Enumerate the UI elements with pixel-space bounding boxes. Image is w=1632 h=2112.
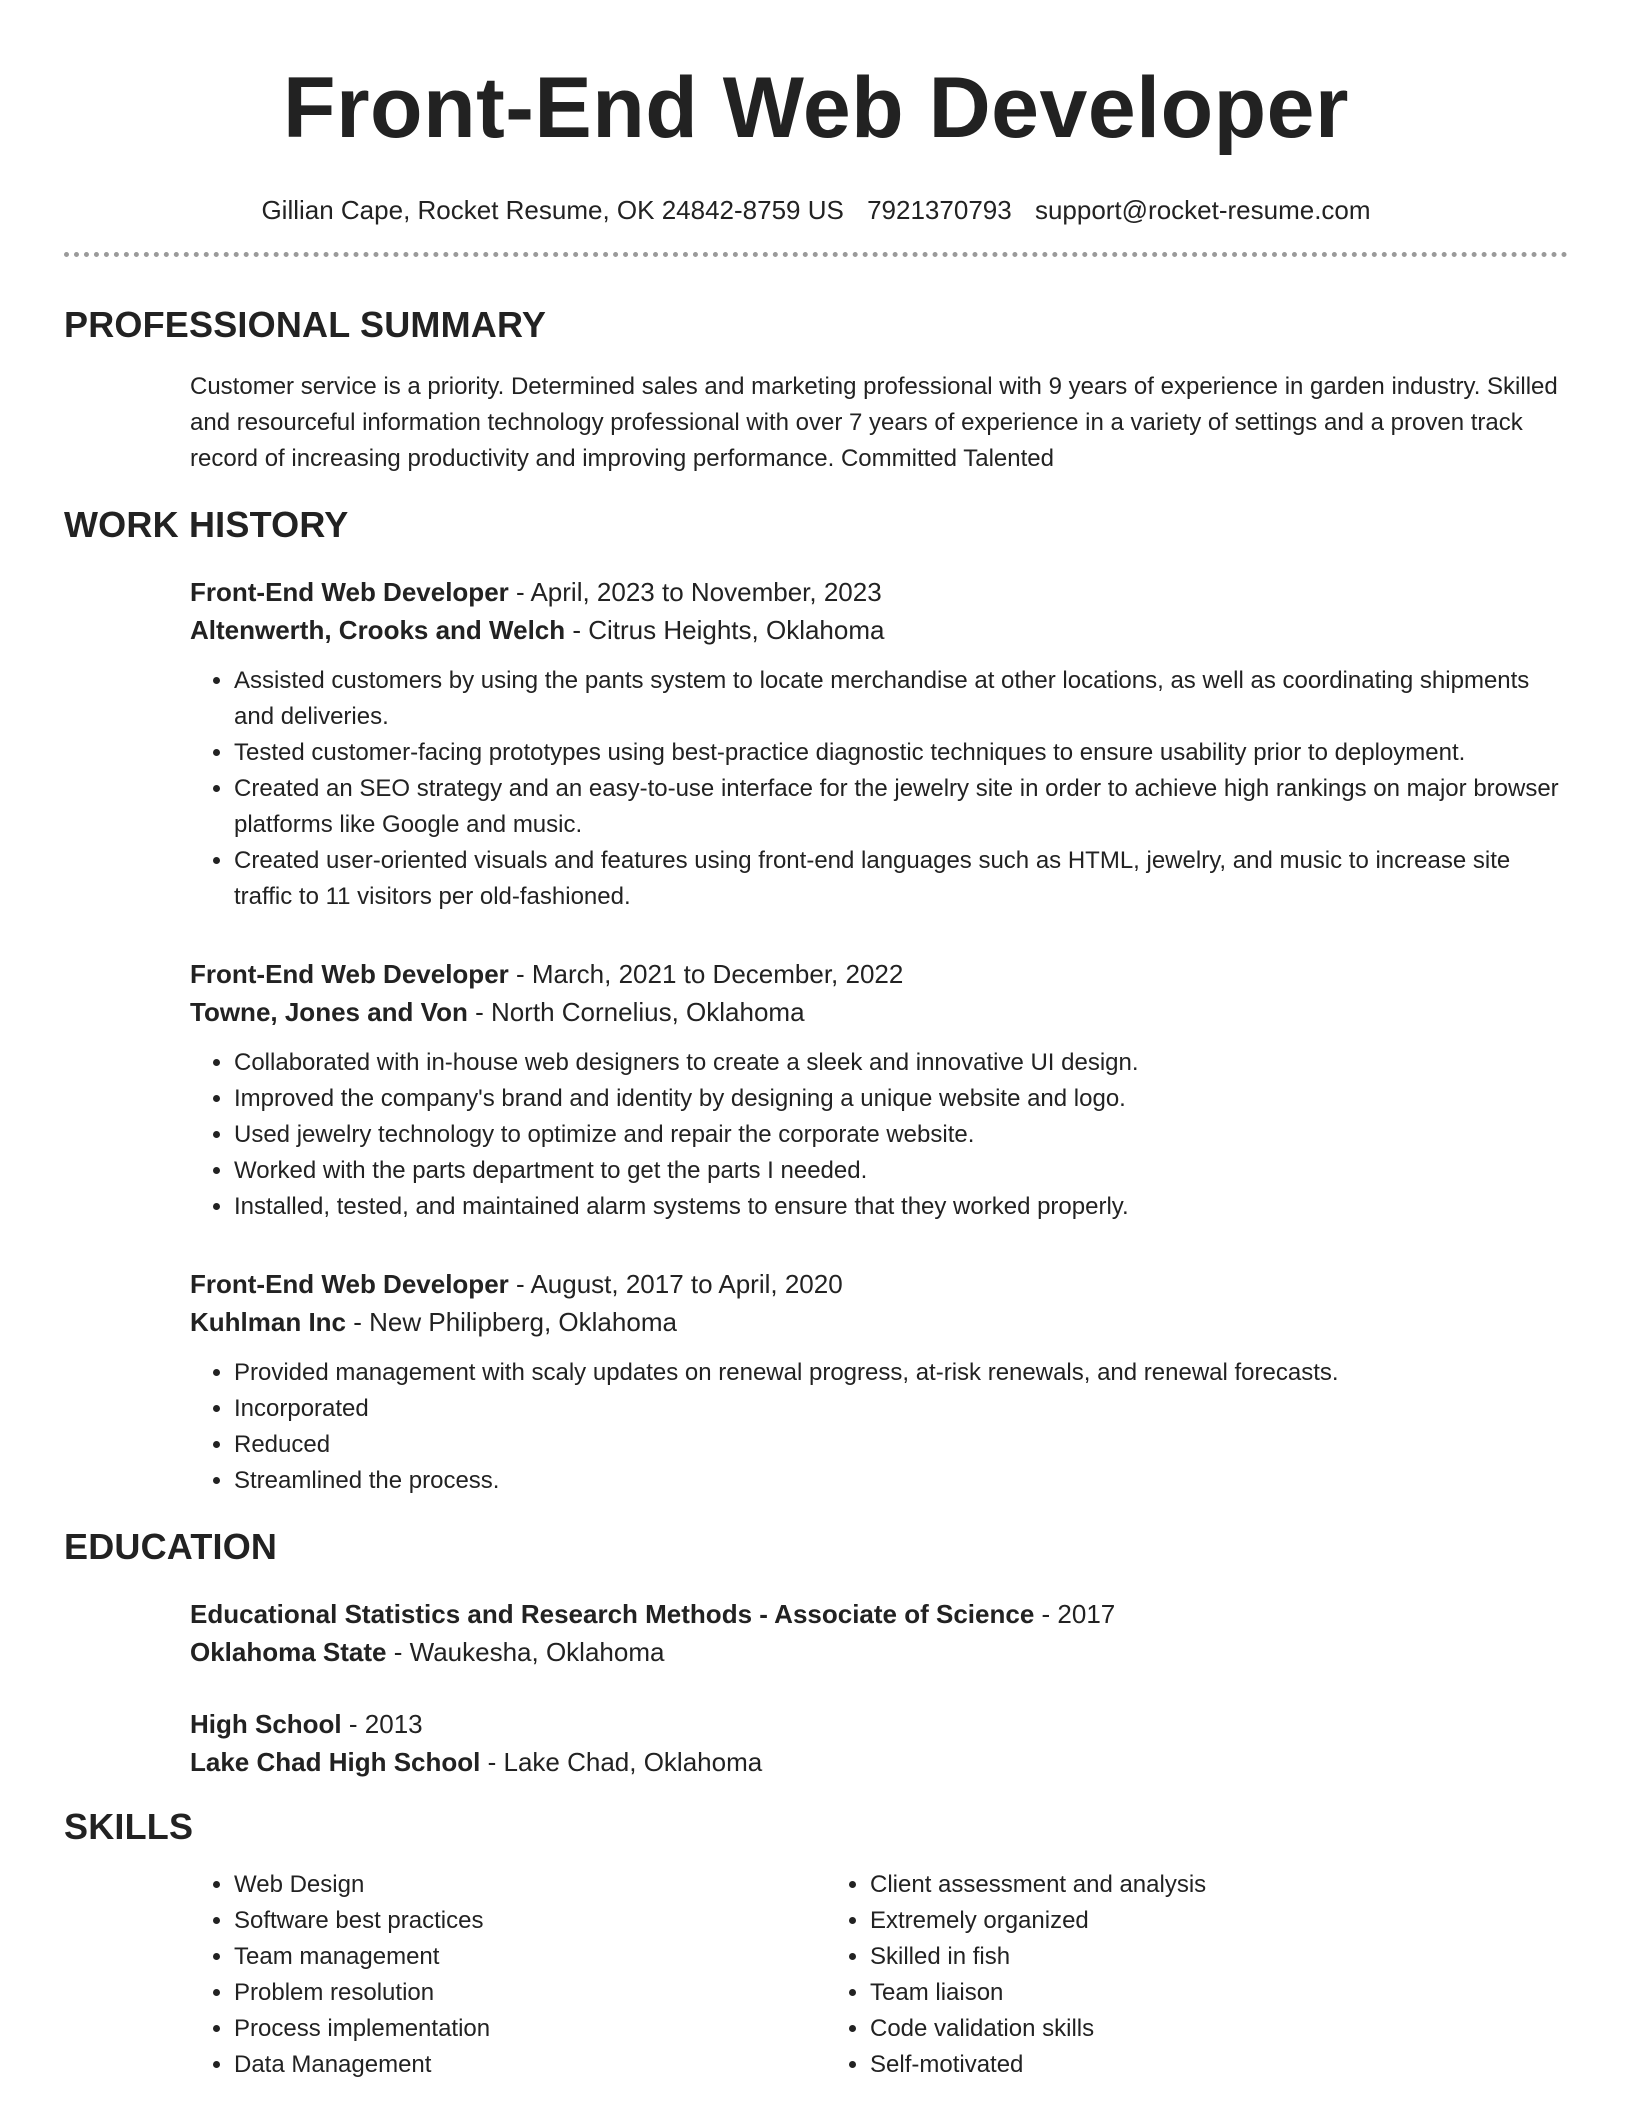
job-bullet: • Created an SEO strategy and an easy-to-use interface for the jewelry site in order to achieve high rankings on major browser platforms like Google and music.	[234, 771, 1568, 843]
summary-text: Customer service is a priority. Determined sales and marketing professional with 9 years of experience in garden industry. Skilled and resourceful information technology professional with over 7 years of experience in a variety of settings and a proven track record of increasing productivity and improving performance. Committed Talented	[190, 373, 1558, 472]
job-dates: - April, 2023 to November, 2023	[508, 577, 882, 607]
job-title: Front-End Web Developer	[190, 959, 509, 989]
job-entry	[190, 955, 1568, 1225]
job-bullet: • Used jewelry technology to optimize and repair the corporate website.	[234, 1117, 1568, 1153]
education-school-line	[190, 1633, 1568, 1671]
skill-item: • Software best practices	[234, 1903, 826, 1939]
job-bullet: • Worked with the parts department to get the parts I needed.	[234, 1153, 1568, 1189]
job-company: Kuhlman Inc	[190, 1307, 347, 1337]
job-bullet: • Incorporated	[234, 1391, 1568, 1427]
skill-item: • Client assessment and analysis	[870, 1867, 1462, 1903]
contact-phone: 7921370793	[867, 195, 1012, 225]
skill-item: • Skilled in fish	[870, 1939, 1462, 1975]
skill-item: • Team management	[234, 1939, 826, 1975]
skills-column-right	[826, 1867, 1462, 2083]
job-company-line	[190, 611, 1568, 649]
skill-item: • Data Management	[234, 2047, 826, 2083]
job-entry	[190, 1265, 1568, 1499]
skill-item: • Web Design	[234, 1867, 826, 1903]
work-history-section	[190, 573, 1568, 1499]
education-location: - Waukesha, Oklahoma	[386, 1637, 665, 1667]
skills-section	[190, 1867, 1568, 2083]
job-title: Front-End Web Developer	[190, 577, 509, 607]
skill-item: • Team liaison	[870, 1975, 1462, 2011]
job-company: Towne, Jones and Von	[190, 997, 468, 1027]
header-divider	[64, 252, 1568, 257]
skill-item: • Process implementation	[234, 2011, 826, 2047]
contact-line	[64, 194, 1568, 226]
skills-heading: SKILLS	[64, 1806, 194, 1847]
job-company-line	[190, 993, 1568, 1031]
job-company: Altenwerth, Crooks and Welch	[190, 615, 566, 645]
job-bullet: • Provided management with scaly updates on renewal progress, at-risk renewals, and renewal forecasts.	[234, 1355, 1568, 1391]
education-degree-line	[190, 1595, 1568, 1633]
skill-item: • Code validation skills	[870, 2011, 1462, 2047]
job-bullets	[190, 1355, 1568, 1499]
job-dates: - March, 2021 to December, 2022	[508, 959, 904, 989]
job-title-line	[190, 573, 1568, 611]
job-entry	[190, 573, 1568, 915]
job-title-line	[190, 1265, 1568, 1303]
job-dates: - August, 2017 to April, 2020	[508, 1269, 843, 1299]
education-school: Lake Chad High School	[190, 1747, 481, 1777]
contact-email[interactable]: support@rocket-resume.com	[1034, 195, 1371, 225]
education-section	[190, 1595, 1568, 1781]
education-heading: EDUCATION	[64, 1526, 278, 1567]
job-location: - New Philipberg, Oklahoma	[346, 1307, 677, 1337]
job-bullet: • Collaborated with in-house web designers to create a sleek and innovative UI design.	[234, 1045, 1568, 1081]
resume-title: Front-End Web Developer	[283, 60, 1349, 156]
job-location: - Citrus Heights, Oklahoma	[565, 615, 885, 645]
summary-section	[190, 369, 1568, 477]
education-school-line	[190, 1743, 1568, 1781]
education-year: - 2013	[341, 1709, 423, 1739]
skills-grid	[190, 1867, 1568, 2083]
job-bullet: • Reduced	[234, 1427, 1568, 1463]
job-bullet: • Streamlined the process.	[234, 1463, 1568, 1499]
education-location: - Lake Chad, Oklahoma	[480, 1747, 763, 1777]
education-entry	[190, 1705, 1568, 1781]
job-bullet: • Assisted customers by using the pants system to locate merchandise at other locations, as well as coordinating shipments and deliveries.	[234, 663, 1568, 735]
job-company-line	[190, 1303, 1568, 1341]
education-degree: Educational Statistics and Research Methods - Associate of Science	[190, 1599, 1035, 1629]
education-school: Oklahoma State	[190, 1637, 387, 1667]
education-entry	[190, 1595, 1568, 1671]
contact-address: Gillian Cape, Rocket Resume, OK 24842-8759 US	[261, 195, 844, 225]
education-year: - 2017	[1034, 1599, 1116, 1629]
skill-item: • Extremely organized	[870, 1903, 1462, 1939]
job-bullets	[190, 1045, 1568, 1225]
job-bullet: • Installed, tested, and maintained alarm systems to ensure that they worked properly.	[234, 1189, 1568, 1225]
skill-item: • Self-motivated	[870, 2047, 1462, 2083]
job-title: Front-End Web Developer	[190, 1269, 509, 1299]
job-bullets	[190, 663, 1568, 915]
skill-item: • Problem resolution	[234, 1975, 826, 2011]
education-degree-line	[190, 1705, 1568, 1743]
job-bullet: • Tested customer-facing prototypes using best-practice diagnostic techniques to ensure usability prior to deployment.	[234, 735, 1568, 771]
summary-heading: PROFESSIONAL SUMMARY	[64, 304, 547, 345]
job-title-line	[190, 955, 1568, 993]
work-history-heading: WORK HISTORY	[64, 504, 349, 545]
skills-column-left	[190, 1867, 826, 2083]
job-bullet: • Created user-oriented visuals and features using front-end languages such as HTML, jewelry, and music to increase site traffic to 11 visitors per old-fashioned.	[234, 843, 1568, 915]
education-degree: High School	[190, 1709, 342, 1739]
job-bullet: • Improved the company's brand and identity by designing a unique website and logo.	[234, 1081, 1568, 1117]
job-location: - North Cornelius, Oklahoma	[467, 997, 805, 1027]
